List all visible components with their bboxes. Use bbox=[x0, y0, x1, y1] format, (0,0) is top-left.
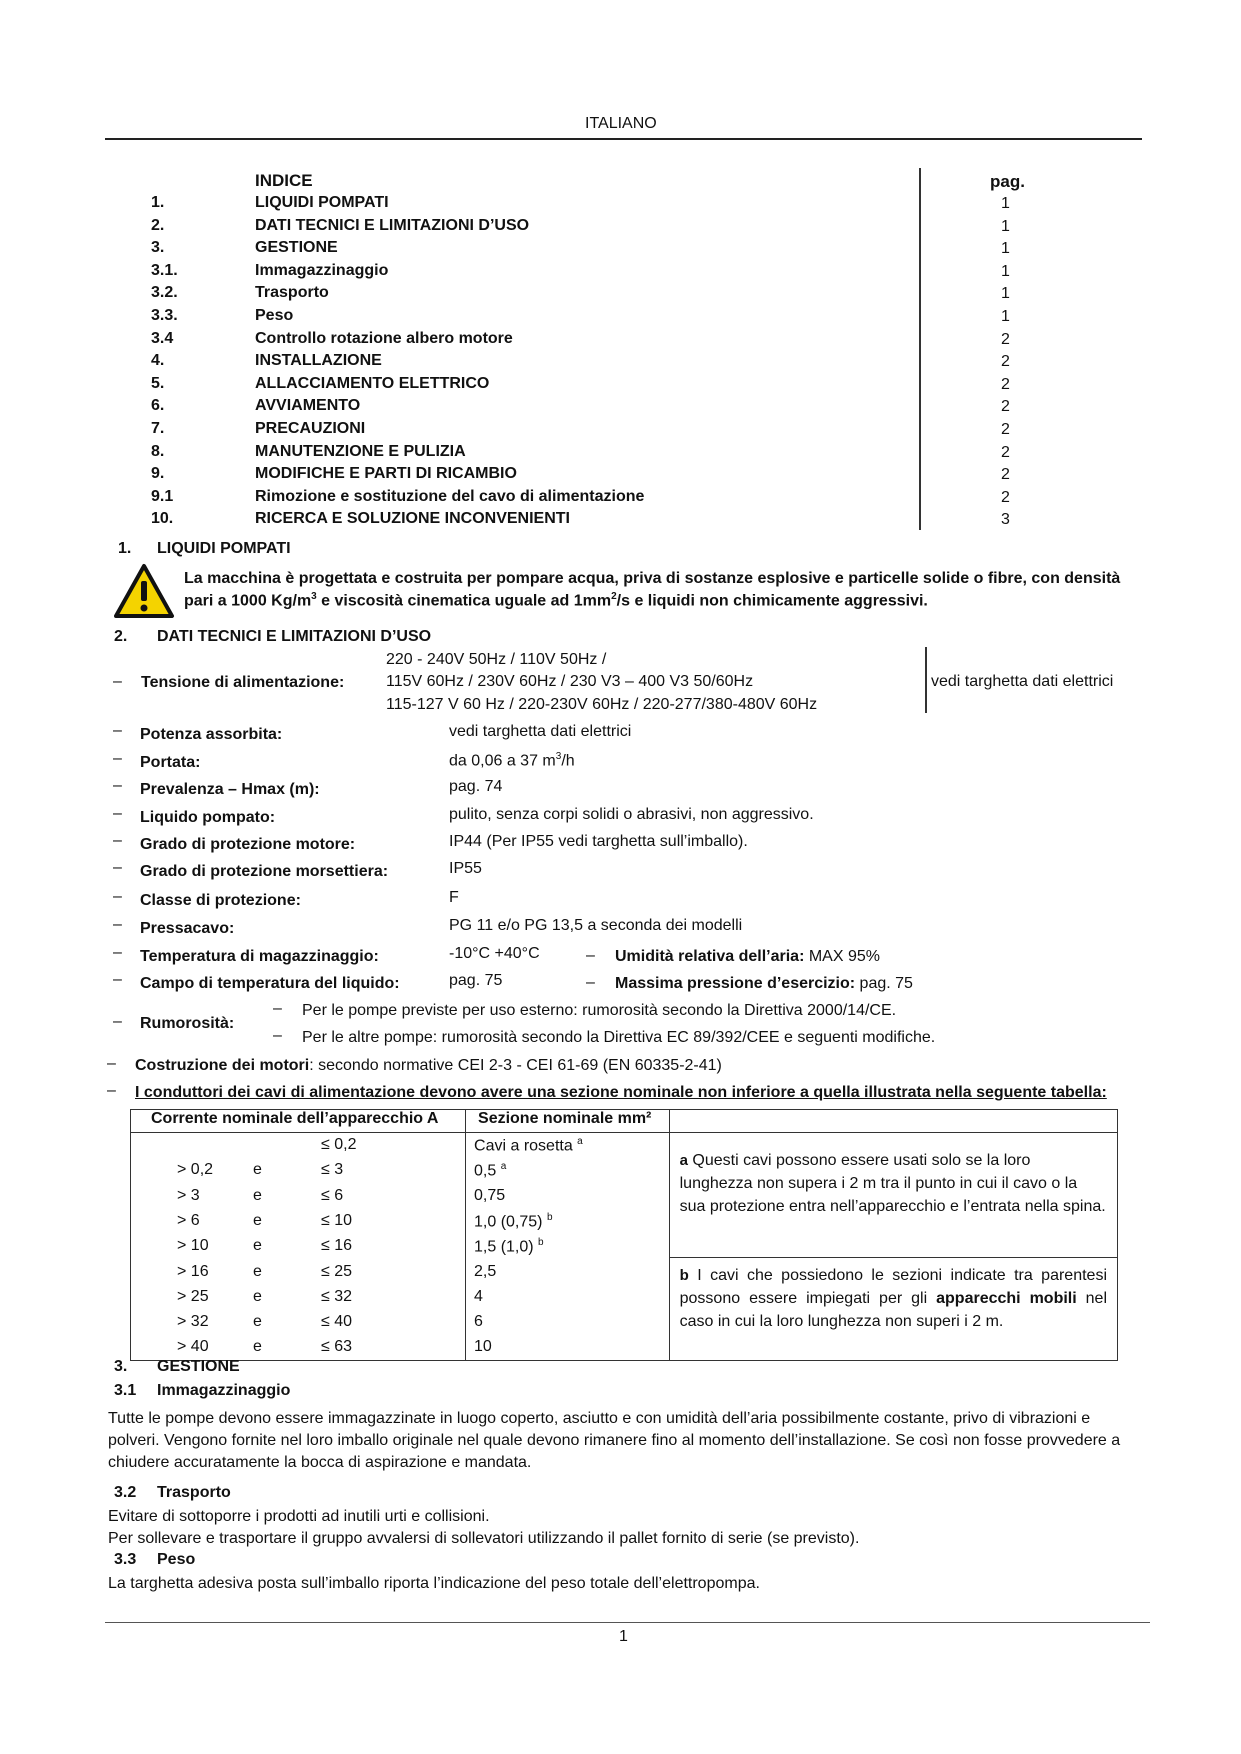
section-value: 0,75 bbox=[474, 1187, 506, 1204]
toc-item-label: Trasporto bbox=[255, 284, 329, 301]
transport-line-1: Evitare di sottoporre i prodotti ad inutili urti e collisioni. bbox=[108, 1508, 490, 1525]
storage-paragraph: Tutte le pompe devono essere immagazzinate in luogo coperto, asciutto e con umidità dell’aria possibilmente costante, privo di vibrazioni e polveri. Vengono fornite nel loro imballo originale nel quale devono rimanere fino al momento dell’installazione. Se così non fosse provvedere a chiudere accuratamente la bocca di aspirazione e mandata. bbox=[108, 1410, 1121, 1471]
spec-value: da 0,06 a 37 $m^3/h$ bbox=[449, 751, 575, 770]
current-max: ≤ 25 bbox=[321, 1263, 353, 1280]
table-header-current: Corrente nominale dell’apparecchio A bbox=[131, 1110, 466, 1133]
motors-construction: Costruzione dei motori: secondo normative CEI 2-3 - CEI 61-69 (EN 60335-2-41) bbox=[135, 1057, 722, 1074]
toc-item-number: 3. bbox=[151, 239, 165, 256]
toc-item-label: Rimozione e sostituzione del cavo di alimentazione bbox=[255, 488, 645, 505]
toc-item-page: 2 bbox=[1001, 376, 1010, 393]
spec-label: Grado di protezione motore: bbox=[140, 836, 356, 853]
toc-divider bbox=[919, 168, 921, 530]
toc-item-label: Controllo rotazione albero motore bbox=[255, 330, 513, 347]
section-column bbox=[466, 1133, 670, 1361]
current-max: ≤ 16 bbox=[321, 1237, 353, 1254]
section-2-number: 2. bbox=[114, 628, 128, 645]
toc-item-label: INSTALLAZIONE bbox=[255, 352, 382, 369]
warning-icon bbox=[113, 563, 175, 619]
current-max: ≤ 32 bbox=[321, 1288, 353, 1305]
section-value: 0,5 $^a$ bbox=[474, 1161, 507, 1180]
page-number: 1 bbox=[619, 1628, 628, 1645]
tension-label: Tensione di alimentazione: bbox=[141, 674, 345, 691]
spec-value: vedi targhetta dati elettrici bbox=[449, 723, 632, 740]
toc-item-label: Immagazzinaggio bbox=[255, 262, 389, 279]
current-and: e bbox=[253, 1237, 262, 1254]
toc-item-number: 8. bbox=[151, 443, 165, 460]
current-and: e bbox=[253, 1161, 262, 1178]
toc-title: INDICE bbox=[255, 171, 313, 190]
current-max: ≤ 63 bbox=[321, 1338, 353, 1355]
current-and: e bbox=[253, 1313, 262, 1330]
toc-item-number: 9.1 bbox=[151, 488, 174, 505]
toc-item-page: 2 bbox=[1001, 466, 1010, 483]
tension-value-line-2: 115V 60Hz / 230V 60Hz / 230 V3 – 400 V3 50/60Hz bbox=[386, 673, 754, 690]
section-3-2-title: Trasporto bbox=[157, 1484, 231, 1501]
toc-item-page: 2 bbox=[1001, 398, 1010, 415]
transport-line-2: Per sollevare e trasportare il gruppo avvalersi di sollevatori utilizzando il pallet fornito di serie (se previsto). bbox=[108, 1530, 860, 1547]
spec-value: IP55 bbox=[449, 860, 482, 877]
current-and: e bbox=[253, 1212, 262, 1229]
spec-label: Liquido pompato: bbox=[140, 809, 276, 826]
toc-item-number: 5. bbox=[151, 375, 165, 392]
toc-item-page: 1 bbox=[1001, 218, 1010, 235]
spec-label: Classe di protezione: bbox=[140, 892, 301, 909]
toc-item-page: 2 bbox=[1001, 421, 1010, 438]
current-and: e bbox=[253, 1288, 262, 1305]
toc-item-number: 7. bbox=[151, 420, 165, 437]
section-3-1-title: Immagazzinaggio bbox=[157, 1382, 291, 1399]
section-1-number: 1. bbox=[118, 540, 132, 557]
current-min: > 25 bbox=[177, 1288, 209, 1305]
current-min: > 3 bbox=[177, 1187, 200, 1204]
tension-value-line-1: 220 - 240V 50Hz / 110V 50Hz / bbox=[386, 651, 607, 668]
tension-divider bbox=[925, 647, 927, 713]
section-value: Cavi a rosetta $^a$ bbox=[474, 1136, 583, 1155]
cable-section-table bbox=[130, 1109, 1118, 1361]
toc-item-label: MODIFICHE E PARTI DI RICAMBIO bbox=[255, 465, 517, 482]
noise-line-2: Per le altre pompe: rumorosità secondo la Direttiva EC 89/392/CEE e seguenti modifiche. bbox=[302, 1029, 936, 1046]
toc-item-page: 1 bbox=[1001, 308, 1010, 325]
toc-item-number: 3.2. bbox=[151, 284, 178, 301]
current-min: > 16 bbox=[177, 1263, 209, 1280]
toc-item-page: 3 bbox=[1001, 511, 1010, 528]
spec-value: IP44 (Per IP55 vedi targhetta sull’imballo). bbox=[449, 833, 748, 850]
current-and: e bbox=[253, 1187, 262, 1204]
list-dash: – bbox=[113, 750, 122, 767]
toc-item-page: 1 bbox=[1001, 240, 1010, 257]
spec-label: Pressacavo: bbox=[140, 920, 235, 937]
list-dash: – bbox=[113, 832, 122, 849]
list-dash: – bbox=[113, 944, 122, 961]
page-header-language: ITALIANO bbox=[585, 115, 657, 132]
current-and: e bbox=[253, 1338, 262, 1355]
toc-item-page: 2 bbox=[1001, 353, 1010, 370]
spec-value: pag. 75 bbox=[449, 972, 503, 989]
section-3-3-title: Peso bbox=[157, 1551, 196, 1568]
spec-value: pag. 74 bbox=[449, 778, 503, 795]
section-value: 10 bbox=[474, 1338, 492, 1355]
toc-item-number: 9. bbox=[151, 465, 165, 482]
current-and: e bbox=[253, 1263, 262, 1280]
toc-item-number: 3.4 bbox=[151, 330, 174, 347]
toc-item-page: 1 bbox=[1001, 195, 1010, 212]
spec-label: Portata: bbox=[140, 754, 201, 771]
toc-item-number: 3.1. bbox=[151, 262, 178, 279]
section-3-1-number: 3.1 bbox=[114, 1382, 137, 1399]
humidity: Umidità relativa dell’aria: MAX 95% bbox=[615, 948, 880, 965]
toc-item-number: 4. bbox=[151, 352, 165, 369]
list-dash: – bbox=[586, 947, 595, 964]
spec-label: Temperatura di magazzinaggio: bbox=[140, 948, 379, 965]
toc-item-label: AVVIAMENTO bbox=[255, 397, 361, 414]
footer-rule bbox=[105, 1622, 1150, 1623]
current-min: > 0,2 bbox=[177, 1161, 214, 1178]
list-dash: – bbox=[113, 971, 122, 988]
toc-item-page: 2 bbox=[1001, 331, 1010, 348]
list-dash: – bbox=[113, 673, 122, 690]
toc-page-header: pag. bbox=[990, 172, 1025, 191]
section-value: 2,5 bbox=[474, 1263, 497, 1280]
section-value: 4 bbox=[474, 1288, 483, 1305]
noise-label: Rumorosità: bbox=[140, 1015, 235, 1032]
current-max: ≤ 10 bbox=[321, 1212, 353, 1229]
toc-item-page: 1 bbox=[1001, 285, 1010, 302]
current-min: > 10 bbox=[177, 1237, 209, 1254]
notes-column bbox=[669, 1133, 1117, 1361]
current-max: ≤ 0,2 bbox=[321, 1136, 357, 1153]
conductors-note: I conduttori dei cavi di alimentazione devono avere una sezione nominale non inferiore a quella illustrata nella seguente tabella: bbox=[135, 1084, 1107, 1101]
section-1-title: LIQUIDI POMPATI bbox=[157, 540, 291, 557]
list-dash: – bbox=[107, 1055, 116, 1072]
list-dash: – bbox=[113, 859, 122, 876]
spec-value: F bbox=[449, 889, 459, 906]
table-header-notes bbox=[669, 1110, 1117, 1133]
spec-label: Campo di temperatura del liquido: bbox=[140, 975, 400, 992]
toc-item-label: Peso bbox=[255, 307, 294, 324]
note-a: a Questi cavi possono essere usati solo se la loro lunghezza non supera i 2 m tra il punto in cui il cavo o la sua protezione entra nell’apparecchio e l’entrata nella spina. bbox=[670, 1133, 1117, 1258]
header-rule bbox=[105, 138, 1142, 140]
toc-item-number: 10. bbox=[151, 510, 174, 527]
toc-item-label: GESTIONE bbox=[255, 239, 338, 256]
spec-label: Potenza assorbita: bbox=[140, 726, 283, 743]
section-2-title: DATI TECNICI E LIMITAZIONI D’USO bbox=[157, 628, 432, 645]
section-value: 1,5 (1,0) $^b$ bbox=[474, 1237, 544, 1256]
current-min: > 40 bbox=[177, 1338, 209, 1355]
current-max: ≤ 3 bbox=[321, 1161, 344, 1178]
toc-item-page: 1 bbox=[1001, 263, 1010, 280]
list-dash: – bbox=[107, 1082, 116, 1099]
section-3-title: GESTIONE bbox=[157, 1358, 240, 1375]
toc-item-page: 2 bbox=[1001, 489, 1010, 506]
section-3-number: 3. bbox=[114, 1358, 128, 1375]
tension-value-line-3: 115-127 V 60 Hz / 220-230V 60Hz / 220-277/380-480V 60Hz bbox=[386, 696, 818, 713]
toc-item-number: 3.3. bbox=[151, 307, 178, 324]
list-dash: – bbox=[113, 722, 122, 739]
section-value: 6 bbox=[474, 1313, 483, 1330]
list-dash: – bbox=[273, 1027, 282, 1044]
toc-item-label: ALLACCIAMENTO ELETTRICO bbox=[255, 375, 490, 392]
note-b: b I cavi che possiedono le sezioni indicate tra parentesi possono essere impiegati per gli apparecchi mobili nel caso in cui la loro lunghezza non superi i 2 m. bbox=[679, 1267, 1108, 1330]
current-min: > 32 bbox=[177, 1313, 209, 1330]
spec-label: Grado di protezione morsettiera: bbox=[140, 863, 389, 880]
warning-text-line-1: La macchina è progettata e costruita per pompare acqua, priva di sostanze esplosive e particelle solide o fibre, con densità bbox=[184, 570, 1121, 587]
list-dash: – bbox=[113, 777, 122, 794]
current-max: ≤ 40 bbox=[321, 1313, 353, 1330]
list-dash: – bbox=[273, 1000, 282, 1017]
noise-line-1: Per le pompe previste per uso esterno: rumorosità secondo la Direttiva 2000/14/CE. bbox=[302, 1002, 897, 1019]
table-header-section: Sezione nominale mm² bbox=[466, 1110, 670, 1133]
toc-item-number: 2. bbox=[151, 217, 165, 234]
spec-value: -10°C +40°C bbox=[449, 945, 540, 962]
current-max: ≤ 6 bbox=[321, 1187, 344, 1204]
toc-item-label: DATI TECNICI E LIMITAZIONI D’USO bbox=[255, 217, 530, 234]
spec-value: PG 11 e/o PG 13,5 a seconda dei modelli bbox=[449, 917, 743, 934]
list-dash: – bbox=[586, 974, 595, 991]
list-dash: – bbox=[113, 916, 122, 933]
toc-item-label: PRECAUZIONI bbox=[255, 420, 366, 437]
toc-item-label: RICERCA E SOLUZIONE INCONVENIENTI bbox=[255, 510, 570, 527]
max-pressure: Massima pressione d’esercizio: pag. 75 bbox=[615, 975, 913, 992]
spec-value: pulito, senza corpi solidi o abrasivi, non aggressivo. bbox=[449, 806, 814, 823]
toc-item-number: 1. bbox=[151, 194, 165, 211]
list-dash: – bbox=[113, 888, 122, 905]
spec-label: Prevalenza – Hmax (m): bbox=[140, 781, 320, 798]
warning-text-line-2: pari a 1000 $Kg/m^3$ e viscosità cinematica uguale ad $1mm^2/s$ e liquidi non chimicamente aggressivi. bbox=[184, 591, 928, 610]
weight-text: La targhetta adesiva posta sull’imballo riporta l’indicazione del peso totale dell’elettropompa. bbox=[108, 1575, 760, 1592]
section-3-2-number: 3.2 bbox=[114, 1484, 137, 1501]
toc-item-page: 2 bbox=[1001, 444, 1010, 461]
list-dash: – bbox=[113, 805, 122, 822]
section-3-3-number: 3.3 bbox=[114, 1551, 137, 1568]
toc-item-number: 6. bbox=[151, 397, 165, 414]
current-min: > 6 bbox=[177, 1212, 200, 1229]
toc-item-label: MANUTENZIONE E PULIZIA bbox=[255, 443, 466, 460]
toc-item-label: LIQUIDI POMPATI bbox=[255, 194, 389, 211]
tension-note: vedi targhetta dati elettrici bbox=[931, 673, 1114, 690]
section-value: 1,0 (0,75) $^b$ bbox=[474, 1212, 553, 1231]
list-dash: – bbox=[113, 1013, 122, 1030]
current-column bbox=[131, 1133, 466, 1361]
